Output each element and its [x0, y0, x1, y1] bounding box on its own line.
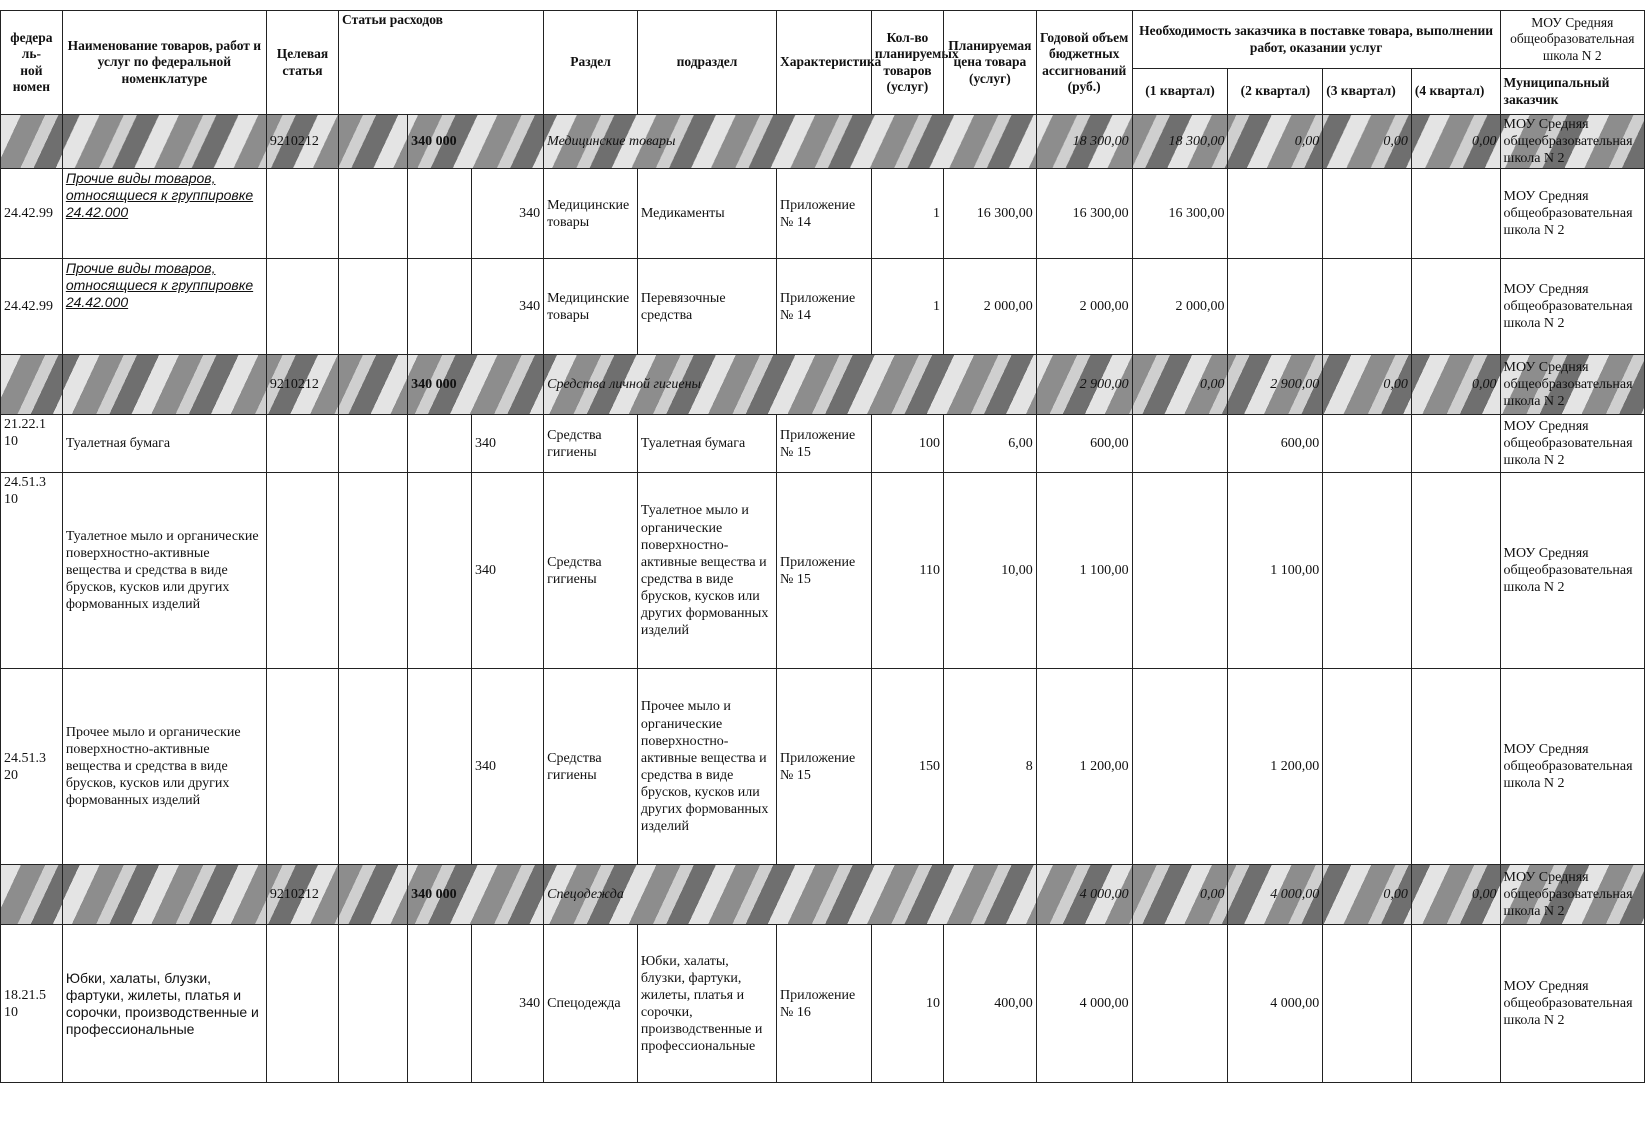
col-header-q1: (1 квартал) [1132, 69, 1228, 115]
item-q3 [1323, 415, 1412, 473]
group-q2: 2 900,00 [1228, 355, 1323, 415]
group-q3: 0,00 [1323, 865, 1412, 925]
col-header-name: Наименование товаров, работ и услуг по федеральной номенклатуре [62, 11, 266, 115]
item-expense-a [339, 473, 408, 669]
table-row [1, 925, 1645, 1083]
group-annual: 4 000,00 [1036, 865, 1132, 925]
table-row [1, 259, 1645, 355]
group-expense-article: 340 000 [408, 865, 544, 925]
group-annual: 2 900,00 [1036, 355, 1132, 415]
group-empty-cell [62, 865, 266, 925]
item-target [266, 259, 338, 355]
col-header-target-article: Целевая статья [266, 11, 338, 115]
group-row-workwear [1, 865, 1645, 925]
item-q4 [1411, 169, 1500, 259]
item-code: 24.51.3 20 [1, 669, 63, 865]
item-q2: 4 000,00 [1228, 925, 1323, 1083]
group-title: Медицинские товары [544, 115, 1037, 169]
col-header-expense-articles: Статьи расходов [339, 11, 544, 115]
item-characteristic: Приложение № 15 [777, 415, 872, 473]
item-code: 18.21.5 10 [1, 925, 63, 1083]
item-target [266, 925, 338, 1083]
item-q4 [1411, 259, 1500, 355]
item-name: Юбки, халаты, блузки, фартуки, жилеты, платья и сорочки, производственные и профессиональные [62, 925, 266, 1083]
header-customer-name: МОУ Средняя общеобразовательная школа N 2 [1500, 11, 1644, 69]
item-customer: МОУ Средняя общеобразовательная школа N 2 [1500, 473, 1644, 669]
item-q1: 16 300,00 [1132, 169, 1228, 259]
item-q4 [1411, 925, 1500, 1083]
group-expense-article: 340 000 [408, 115, 544, 169]
item-name: Прочее мыло и органические поверхностно-активные вещества и средства в виде брусков, кусков или других формованных изделий [62, 669, 266, 865]
item-section: Средства гигиены [544, 473, 638, 669]
col-header-q4: (4 квартал) [1411, 69, 1500, 115]
item-subsection: Туалетная бумага [637, 415, 776, 473]
item-target [266, 415, 338, 473]
item-kosgu: 340 [471, 169, 543, 259]
item-customer: МОУ Средняя общеобразовательная школа N 2 [1500, 669, 1644, 865]
item-q4 [1411, 669, 1500, 865]
group-q2: 4 000,00 [1228, 865, 1323, 925]
item-price: 16 300,00 [944, 169, 1037, 259]
item-q1 [1132, 473, 1228, 669]
group-empty-cell [62, 355, 266, 415]
group-customer: МОУ Средняя общеобразовательная школа N 2 [1500, 865, 1644, 925]
item-quantity: 10 [871, 925, 943, 1083]
group-q1: 18 300,00 [1132, 115, 1228, 169]
item-quantity: 1 [871, 169, 943, 259]
item-quantity: 1 [871, 259, 943, 355]
item-section: Медицинские товары [544, 169, 638, 259]
item-q3 [1323, 473, 1412, 669]
item-customer: МОУ Средняя общеобразовательная школа N 2 [1500, 169, 1644, 259]
item-q2: 1 100,00 [1228, 473, 1323, 669]
group-q4: 0,00 [1411, 355, 1500, 415]
item-kosgu: 340 [471, 669, 543, 865]
item-annual: 16 300,00 [1036, 169, 1132, 259]
item-q1 [1132, 415, 1228, 473]
item-name: Туалетное мыло и органические поверхностно-активные вещества и средства в виде брусков, кусков или других формованных изделий [62, 473, 266, 669]
item-characteristic: Приложение № 14 [777, 259, 872, 355]
item-q1 [1132, 925, 1228, 1083]
group-annual: 18 300,00 [1036, 115, 1132, 169]
item-subsection: Туалетное мыло и органические поверхностно-активные вещества и средства в виде брусков, кусков или других формованных изделий [637, 473, 776, 669]
item-subsection: Прочее мыло и органические поверхностно-активные вещества и средства в виде брусков, кусков или других формованных изделий [637, 669, 776, 865]
item-target [266, 669, 338, 865]
group-row-hygiene [1, 355, 1645, 415]
item-q4 [1411, 473, 1500, 669]
group-q3: 0,00 [1323, 355, 1412, 415]
table-row [1, 415, 1645, 473]
item-characteristic: Приложение № 14 [777, 169, 872, 259]
item-kosgu: 340 [471, 925, 543, 1083]
group-target-article: 9210212 [266, 865, 338, 925]
col-header-customer: Муниципальный заказчик [1500, 69, 1644, 115]
group-q1: 0,00 [1132, 355, 1228, 415]
item-expense-b [408, 169, 472, 259]
item-q1 [1132, 669, 1228, 865]
procurement-plan-table [0, 10, 1645, 1083]
item-code: 24.42.99 [1, 169, 63, 259]
col-header-subsection: подраздел [637, 11, 776, 115]
col-header-characteristic: Характеристика [777, 11, 872, 115]
item-expense-a [339, 169, 408, 259]
item-name: Туалетная бумага [62, 415, 266, 473]
item-expense-b [408, 473, 472, 669]
item-customer: МОУ Средняя общеобразовательная школа N 2 [1500, 925, 1644, 1083]
item-section: Средства гигиены [544, 669, 638, 865]
item-kosgu: 340 [471, 473, 543, 669]
item-kosgu: 340 [471, 259, 543, 355]
group-q1: 0,00 [1132, 865, 1228, 925]
item-code: 24.51.3 10 [1, 473, 63, 669]
group-empty-cell [339, 865, 408, 925]
item-characteristic: Приложение № 15 [777, 669, 872, 865]
item-q2: 1 200,00 [1228, 669, 1323, 865]
item-expense-b [408, 259, 472, 355]
item-expense-a [339, 669, 408, 865]
item-quantity: 100 [871, 415, 943, 473]
col-header-section: Раздел [544, 11, 638, 115]
item-target [266, 169, 338, 259]
item-quantity: 110 [871, 473, 943, 669]
col-header-annual-budget: Годовой объем бюджетных ассигнований (руб.) [1036, 11, 1132, 115]
col-header-federal-code: федера ль- ной номен [1, 11, 63, 115]
item-expense-a [339, 925, 408, 1083]
item-expense-b [408, 669, 472, 865]
group-q4: 0,00 [1411, 865, 1500, 925]
item-q3 [1323, 669, 1412, 865]
col-header-planned-price: Планируемая цена товара (услуг) [944, 11, 1037, 115]
group-empty-cell [1, 115, 63, 169]
item-annual: 2 000,00 [1036, 259, 1132, 355]
item-price: 400,00 [944, 925, 1037, 1083]
item-q3 [1323, 169, 1412, 259]
item-subsection: Медикаменты [637, 169, 776, 259]
item-annual: 1 200,00 [1036, 669, 1132, 865]
item-code: 24.42.99 [1, 259, 63, 355]
item-subsection: Юбки, халаты, блузки, фартуки, жилеты, платья и сорочки, производственные и профессиональные [637, 925, 776, 1083]
group-expense-article: 340 000 [408, 355, 544, 415]
item-price: 10,00 [944, 473, 1037, 669]
col-header-q3: (3 квартал) [1323, 69, 1412, 115]
item-price: 2 000,00 [944, 259, 1037, 355]
item-name: Прочие виды товаров, относящиеся к группировке 24.42.000 [62, 259, 266, 355]
table-row [1, 169, 1645, 259]
table-row [1, 473, 1645, 669]
item-q2: 600,00 [1228, 415, 1323, 473]
item-kosgu: 340 [471, 415, 543, 473]
item-characteristic: Приложение № 15 [777, 473, 872, 669]
item-q3 [1323, 259, 1412, 355]
item-annual: 4 000,00 [1036, 925, 1132, 1083]
item-q4 [1411, 415, 1500, 473]
group-row-medical [1, 115, 1645, 169]
item-expense-a [339, 259, 408, 355]
group-customer: МОУ Средняя общеобразовательная школа N 2 [1500, 115, 1644, 169]
item-price: 8 [944, 669, 1037, 865]
item-q2 [1228, 169, 1323, 259]
item-q2 [1228, 259, 1323, 355]
group-target-article: 9210212 [266, 115, 338, 169]
group-q2: 0,00 [1228, 115, 1323, 169]
item-section: Медицинские товары [544, 259, 638, 355]
group-empty-cell [339, 355, 408, 415]
group-empty-cell [339, 115, 408, 169]
item-characteristic: Приложение № 16 [777, 925, 872, 1083]
group-title: Спецодежда [544, 865, 1037, 925]
group-empty-cell [1, 355, 63, 415]
item-customer: МОУ Средняя общеобразовательная школа N 2 [1500, 259, 1644, 355]
item-annual: 600,00 [1036, 415, 1132, 473]
group-empty-cell [62, 115, 266, 169]
procurement-plan-sheet [0, 10, 1645, 1113]
group-q3: 0,00 [1323, 115, 1412, 169]
group-title: Средства личной гигиены [544, 355, 1037, 415]
item-quantity: 150 [871, 669, 943, 865]
item-customer: МОУ Средняя общеобразовательная школа N 2 [1500, 415, 1644, 473]
col-header-q2: (2 квартал) [1228, 69, 1323, 115]
item-code: 21.22.1 10 [1, 415, 63, 473]
group-q4: 0,00 [1411, 115, 1500, 169]
table-row [1, 669, 1645, 865]
item-name: Прочие виды товаров, относящиеся к группировке 24.42.000 [62, 169, 266, 259]
col-header-quantity: Кол-во планируемых товаров (услуг) [871, 11, 943, 115]
group-target-article: 9210212 [266, 355, 338, 415]
item-q1: 2 000,00 [1132, 259, 1228, 355]
item-expense-a [339, 415, 408, 473]
col-header-need: Необходимость заказчика в поставке товара, выполнении работ, оказании услуг [1132, 11, 1500, 69]
item-price: 6,00 [944, 415, 1037, 473]
group-customer: МОУ Средняя общеобразовательная школа N 2 [1500, 355, 1644, 415]
item-q3 [1323, 925, 1412, 1083]
item-annual: 1 100,00 [1036, 473, 1132, 669]
item-target [266, 473, 338, 669]
group-empty-cell [1, 865, 63, 925]
item-subsection: Перевязочные средства [637, 259, 776, 355]
item-expense-b [408, 925, 472, 1083]
item-section: Спецодежда [544, 925, 638, 1083]
item-section: Средства гигиены [544, 415, 638, 473]
item-expense-b [408, 415, 472, 473]
